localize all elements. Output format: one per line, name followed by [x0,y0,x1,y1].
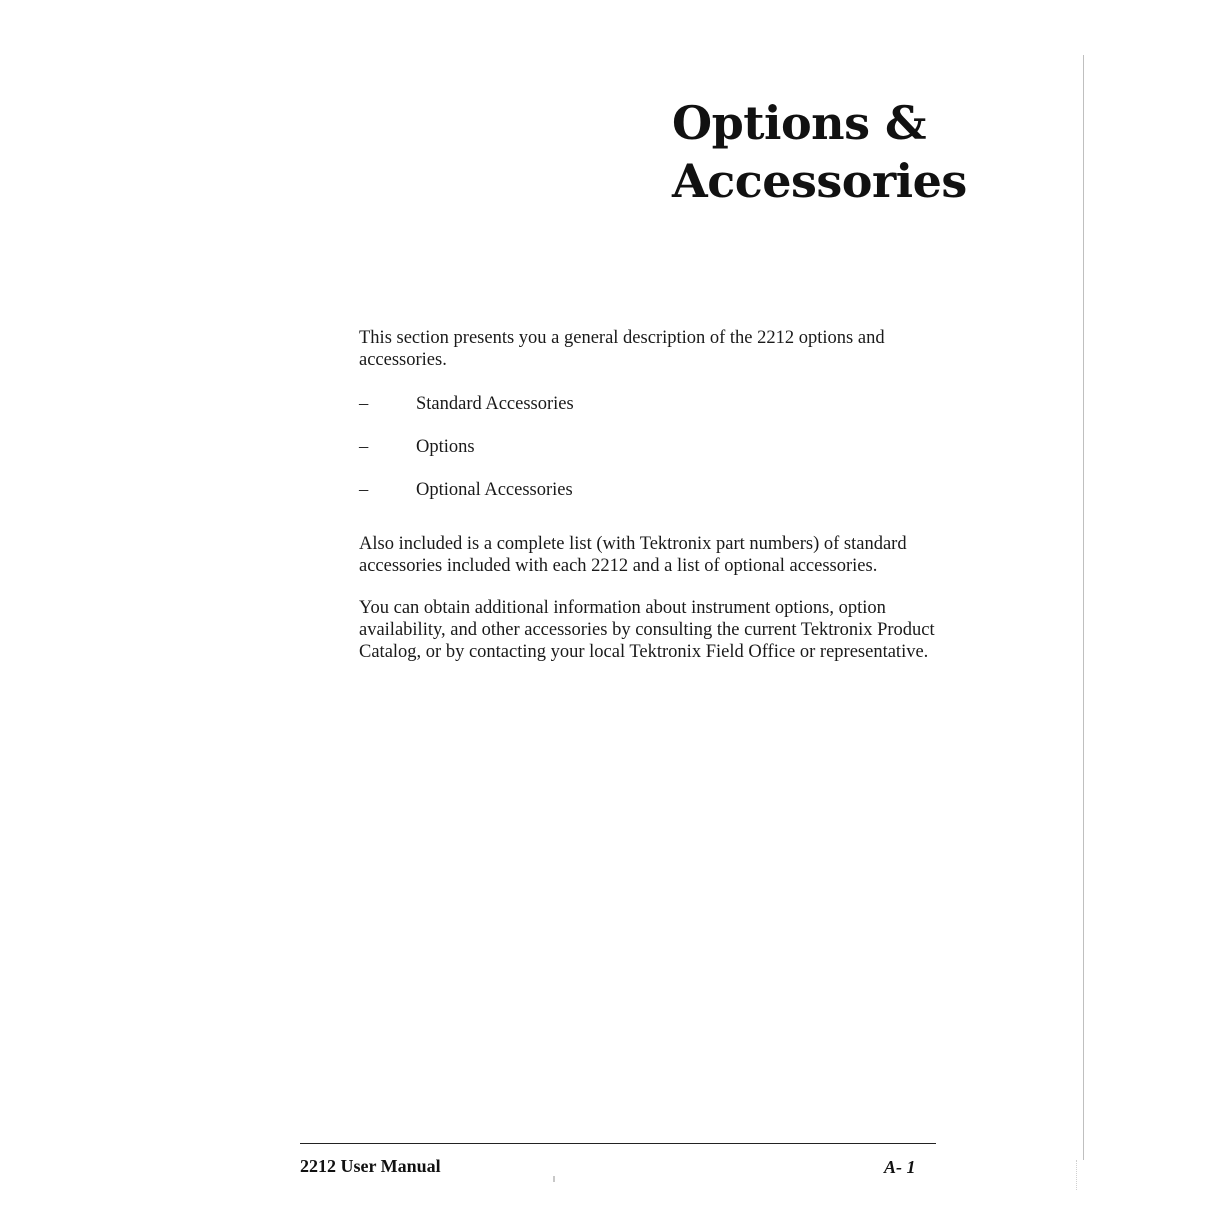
page-edge-shadow [1076,1160,1077,1190]
dash-bullet: – [359,394,369,414]
dash-bullet: – [359,437,369,457]
footer-page-number: A- 1 [884,1157,916,1177]
list-item-label: Optional Accessories [416,480,573,500]
dash-bullet: – [359,480,369,500]
list-item-label: Options [416,437,475,457]
footer-manual-title: 2212 User Manual [300,1156,441,1176]
topic-list [359,393,949,501]
scan-speck [553,1176,555,1182]
page-title-line-1: Options & [672,96,927,150]
page-title [672,94,967,210]
part-numbers-paragraph: Also included is a complete list (with Tektronix part numbers) of standard accessories included with each 2212 and a list of optional accessories. [359,534,907,576]
footer-divider [300,1143,936,1144]
additional-info-paragraph: You can obtain additional information about instrument options, option availability, and other accessories by consulting the current Tektronix Product Catalog, or by contacting your local Tektronix Field Office or representative. [359,598,935,662]
list-item-label: Standard Accessories [416,394,574,414]
list-item [359,436,949,458]
intro-paragraph: This section presents you a general description of the 2212 options and accessories. [359,328,885,370]
section-body [359,327,949,663]
page-edge-line [1083,55,1084,1160]
page-title-line-2: Accessories [672,154,967,208]
list-item [359,393,949,415]
list-item [359,479,949,501]
